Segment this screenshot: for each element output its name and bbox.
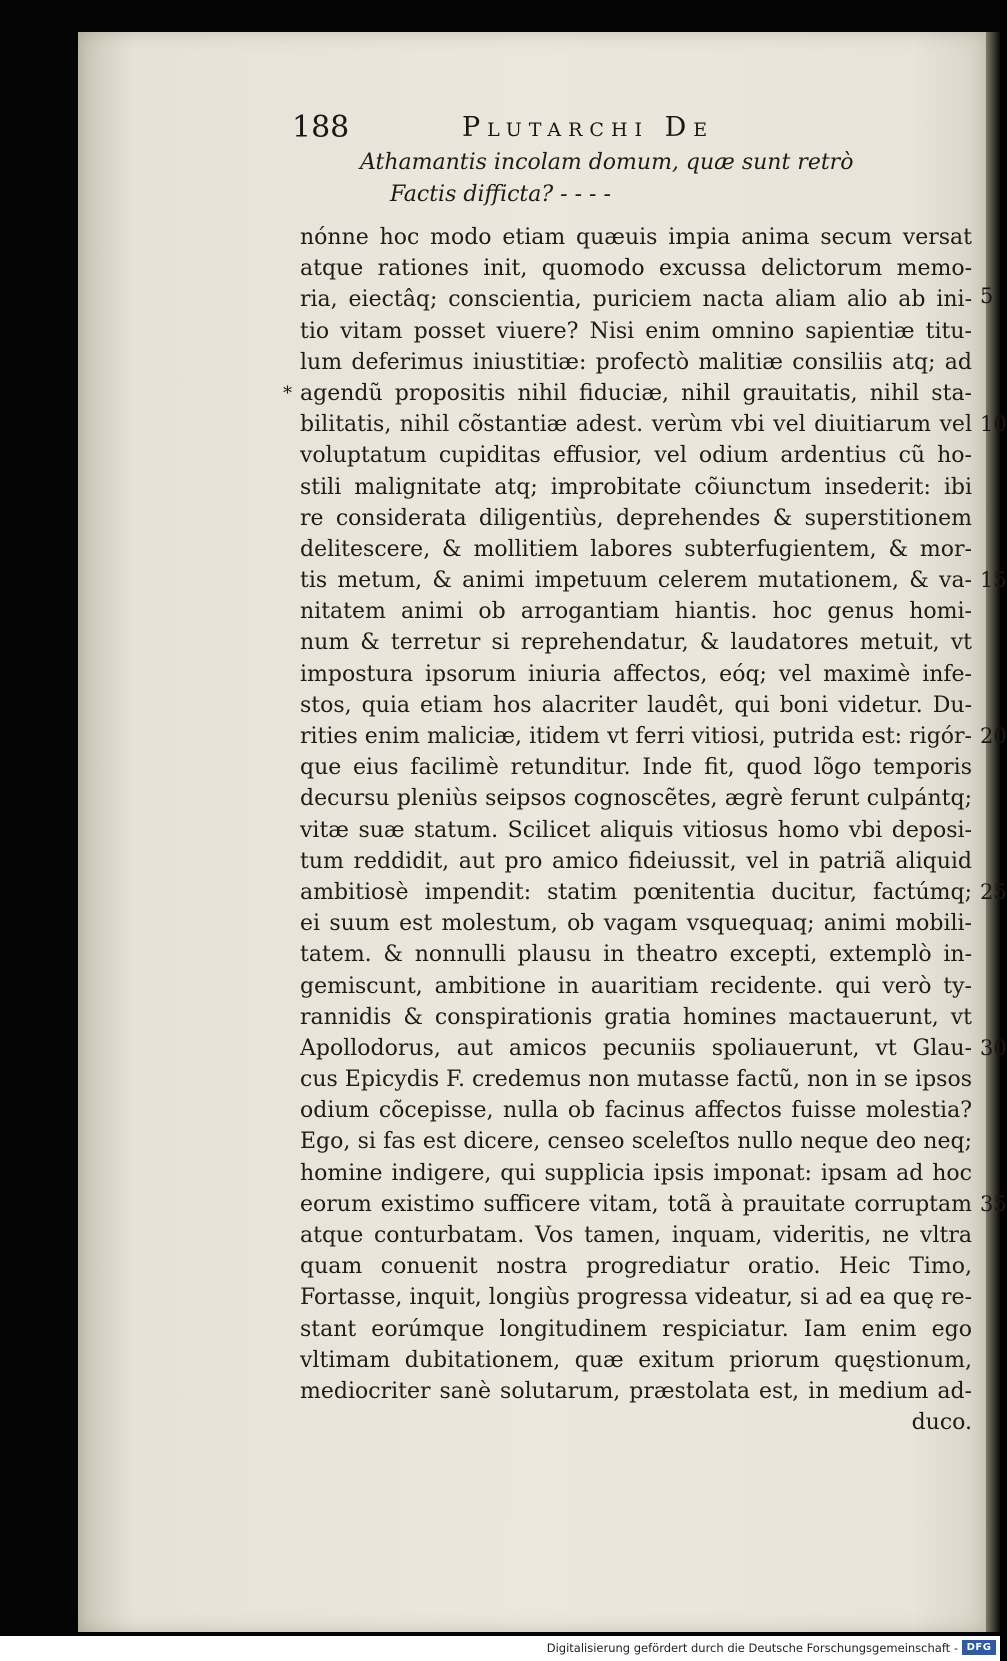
running-title: Plutarchi De — [462, 112, 715, 143]
text-line: mediocriter sanè solutarum, præstolata est, in medium ad- — [300, 1378, 972, 1404]
text-line: Apollodorus, aut amicos pecuniis spoliauerunt, vt Glau- — [300, 1035, 972, 1061]
text-line: que eius facilimè retunditur. Inde fit, quod lõgo temporis — [300, 755, 972, 781]
text-line: quam conuenit nostra progrediatur oratio. Heic Timo, — [300, 1254, 972, 1280]
text-line: ei suum est molestum, ob vagam vsquequaq; animi mobili- — [300, 911, 972, 937]
text-line: voluptatum cupiditas effusior, vel odium ardentius cũ ho- — [300, 443, 972, 469]
text-line: nónne hoc modo etiam quæuis impia anima secum versat — [300, 225, 972, 250]
text-line: atque conturbatam. Vos tamen, inquam, videritis, ne vltra — [300, 1223, 972, 1248]
text-line: Fortasse, inquit, longiùs progressa videatur, si ad ea quę re- — [300, 1285, 972, 1311]
text-line: cus Epicydis F. credemus non mutasse factũ, non in se ipsos — [300, 1067, 972, 1093]
text-line: decursu pleniùs seipsos cognoscẽtes, ægrè ferunt culpántq; — [300, 786, 972, 812]
text-line: agendũ propositis nihil fiduciæ, nihil grauitatis, nihil sta- — [300, 380, 972, 406]
text-line: stant eorúmque longitudinem respiciatur. Iam enim ego — [300, 1316, 972, 1342]
line-number-20: 20 — [980, 724, 1007, 748]
dfg-logo: DFG — [962, 1640, 996, 1655]
page-edge — [986, 32, 1000, 1632]
text-line: num & terretur si reprehendatur, & laudatores metuit, vt — [300, 630, 972, 656]
footer-credit: Digitalisierung gefördert durch die Deutsche Forschungsgemeinschaft - — [546, 1641, 958, 1655]
line-number-25: 25 — [980, 880, 1007, 904]
text-line: eorum existimo sufficere vitam, totã à prauitate corruptam — [300, 1191, 972, 1217]
line-number-15: 15 — [980, 568, 1007, 592]
text-line: delitescere, & mollitiem labores subterfugientem, & mor- — [300, 536, 972, 562]
text-line: homine indigere, qui supplicia ipsis imponat: ipsam ad hoc — [300, 1160, 972, 1186]
line-number-30: 30 — [980, 1036, 1007, 1060]
text-line: tatem. & nonnulli plausu in theatro excepti, extemplò in- — [300, 942, 972, 968]
text-line: vitæ suæ statum. Scilicet aliquis vitiosus homo vbi deposi- — [300, 817, 972, 843]
text-line: nitatem animi ob arrogantiam hiantis. hoc genus homi- — [300, 599, 972, 625]
text-line: tio vitam posset viuere? Nisi enim omnino sapientiæ titu- — [300, 318, 972, 344]
text-line: lum deferimus iniustitiæ: profectò malitiæ consiliis atq; ad — [300, 349, 972, 375]
body-text — [300, 222, 972, 1438]
text-line: duco. — [911, 1410, 972, 1436]
text-line: rities enim maliciæ, itidem vt ferri vitiosi, putrida est: rigór- — [300, 724, 972, 749]
digitization-footer — [0, 1636, 1000, 1661]
text-line: tum reddidit, aut pro amico fideiussit, vel in patriã aliquid — [300, 848, 972, 874]
text-line: rannidis & conspirationis gratia homines mactauerunt, vt — [300, 1004, 972, 1030]
verse-line-1: Athamantis incolam domum, quæ sunt retrò — [360, 150, 854, 175]
page-header — [292, 110, 892, 150]
line-number-5: 5 — [980, 284, 994, 308]
text-line: tis metum, & animi impetuum celerem mutationem, & va- — [300, 568, 972, 594]
text-line: ria, eiectâq; conscientia, puriciem nacta aliam alio ab ini- — [300, 287, 972, 313]
text-line: Ego, si fas est dicere, censeo sceleſtos nullo neque deo neq; — [300, 1129, 972, 1155]
text-line: atque rationes init, quomodo excussa delictorum memo- — [300, 256, 972, 282]
verse-line-2: Factis difficta? - - - - — [390, 182, 611, 207]
text-line: re considerata diligentiùs, deprehendes & superstitionem — [300, 505, 972, 531]
line-number-35: 35 — [980, 1192, 1007, 1216]
margin-mark: * — [283, 383, 292, 404]
text-line: odium cõcepisse, nulla ob facinus affectos fuisse molestia? — [300, 1098, 972, 1124]
line-number-10: 10 — [980, 412, 1007, 436]
page-number: 188 — [292, 110, 350, 145]
text-line: impostura ipsorum iniuria affectos, eóq; vel maximè infe- — [300, 661, 972, 687]
text-line: ambitiosè impendit: statim pœnitentia ducitur, factúmq; — [300, 879, 972, 905]
text-line: bilitatis, nihil cõstantiæ adest. verùm vbi vel diuitiarum vel — [300, 412, 972, 438]
text-line: vltimam dubitationem, quæ exitum priorum quęstionum, — [300, 1347, 972, 1373]
text-line: gemiscunt, ambitione in auaritiam recidente. qui verò ty- — [300, 973, 972, 999]
text-line: stili malignitate atq; improbitate cõiunctum insederit: ibi — [300, 474, 972, 500]
text-line: stos, quia etiam hos alacriter laudêt, qui boni videtur. Du- — [300, 692, 972, 718]
